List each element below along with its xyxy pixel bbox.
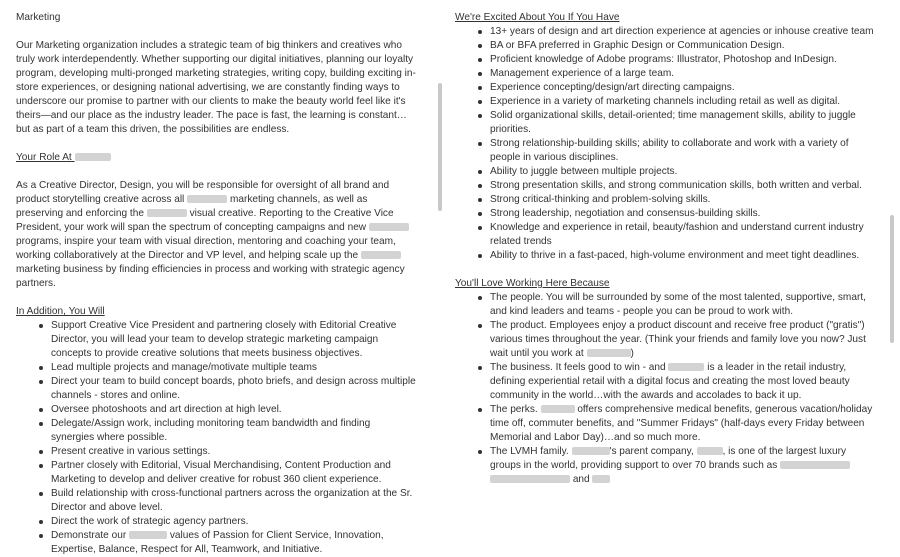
list-item: 13+ years of design and art direction experience at agencies or inhouse creative team — [490, 26, 874, 37]
list-item: The perks. offers comprehensive medical benefits, generous vacation/holiday time off, commuter benefits, and "Summer Fridays" (half-days every Friday between Memorial and Labor Day)…and so much more. — [490, 403, 875, 445]
role-heading: Your Role At — [16, 151, 416, 165]
redacted-brand — [780, 461, 850, 469]
list-item: Support Creative Vice President and partnering closely with Editorial Creative Director, you will lead your team to develop strategic marketing campaign concepts to provide creative solutions that meets business objectives. — [51, 319, 416, 361]
right-scrollbar[interactable] — [890, 215, 894, 343]
redacted-brand — [668, 363, 704, 371]
list-item: Strong leadership, negotiation and consensus-building skills. — [490, 207, 875, 221]
list-item: The product. Employees enjoy a product discount and receive free product ("gratis") various times throughout the year. (Think your friends and family love you now? Just wait until you work at ) — [490, 319, 875, 361]
list-item: Experience in a variety of marketing channels including retail as well as digital. — [490, 95, 875, 109]
redacted-brand — [541, 405, 575, 413]
list-item: Ability to thrive in a fast-paced, high-volume environment and meet tight deadlines. — [490, 249, 875, 263]
list-item: Experience concepting/design/art directing campaigns. — [490, 81, 875, 95]
list-item: The business. It feels good to win - and is a leader in the retail industry, defining experiential retail with a digital focus and creating the most loved beauty community in the world…with the awards and accolades to back it up. — [490, 361, 875, 403]
redacted-brand — [592, 475, 610, 483]
list-item: Strong relationship-building skills; ability to collaborate and work with a variety of people in various disciplines. — [490, 137, 875, 165]
redacted-brand — [572, 447, 610, 455]
list-item: Strong presentation skills, and strong communication skills, both written and verbal. — [490, 179, 875, 193]
list-item: Partner closely with Editorial, Visual Merchandising, Content Production and Marketing to develop and deliver creative for robust 360 client experience. — [51, 459, 416, 487]
addition-list — [16, 319, 416, 557]
redacted-brand — [147, 209, 187, 217]
excited-heading: We're Excited About You If You Have — [455, 12, 620, 23]
redacted-brand — [187, 195, 227, 203]
list-item: Ability to juggle between multiple projects. — [490, 165, 875, 179]
list-item: Demonstrate our values of Passion for Client Service, Innovation, Expertise, Balance, Respect for All, Teamwork, and Initiative. — [51, 529, 416, 557]
list-item: The people. You will be surrounded by some of the most talented, supportive, smart, and kind leaders and teams - people you can be proud to work with. — [490, 291, 875, 319]
list-item: Delegate/Assign work, including monitoring team bandwidth and finding synergies where possible. — [51, 417, 416, 445]
role-description: As a Creative Director, Design, you will be responsible for oversight of all brand and product storytelling creative across all marketing channels, as well as preserving and enforcing the visual creative. Reporting to the Creative Vice President, your work will span the spectrum of concepting campaigns and new programs, inspire your team with visual direction, mentoring and coaching your team, working collaboratively at the Director and VP level, and helping scale up the marketing business by finding efficiencies in process and working with strategic agency partners. — [16, 179, 416, 291]
list-item: The LVMH family. 's parent company, , is one of the largest luxury groups in the world, providing support to over 70 brands such as and — [490, 445, 875, 487]
redacted-brand — [587, 349, 631, 357]
list-item: Knowledge and experience in retail, beauty/fashion and understand current industry related trends — [490, 221, 875, 249]
list-item: Lead multiple projects and manage/motivate multiple teams — [51, 361, 416, 375]
excited-list — [455, 25, 875, 263]
list-item: BA or BFA preferred in Graphic Design or Communication Design. — [490, 39, 875, 53]
redacted-brand — [697, 447, 723, 455]
addition-heading: In Addition, You Will — [16, 306, 105, 317]
marketing-intro: Our Marketing organization includes a strategic team of big thinkers and creatives who truly work interdependently. Whether supporting our digital initiatives, planning our loyalty program, developing multi-pronged marketing strategies, writing copy, building exciting in-store experiences, or designing national advertising, we are constantly finding ways to underscore our promise to partner with our clients to make the beauty world feel like it's theirs—and our place as the industry leader. The pace is fast, the learning is constant…but as part of a team this driven, the possibilities are endless. — [16, 40, 416, 135]
list-item: Build relationship with cross-functional partners across the organization at the Sr. Director and above level. — [51, 487, 416, 515]
love-heading: You'll Love Working Here Because — [455, 278, 610, 289]
list-item: Strong critical-thinking and problem-solving skills. — [490, 193, 875, 207]
list-item: Direct the work of strategic agency partners. — [51, 515, 416, 529]
love-list — [455, 291, 875, 487]
list-item: Management experience of a large team. — [490, 67, 875, 81]
list-item: Present creative in various settings. — [51, 445, 416, 459]
redacted-brand — [490, 475, 570, 483]
list-item: Solid organizational skills, detail-oriented; time management skills, ability to juggle priorities. — [490, 109, 875, 137]
list-item: Proficient knowledge of Adobe programs: Illustrator, Photoshop and InDesign. — [490, 53, 875, 67]
left-column — [16, 0, 416, 557]
section-title: Marketing — [16, 12, 61, 23]
redacted-brand — [129, 531, 167, 539]
list-item: Oversee photoshoots and art direction at high level. — [51, 403, 416, 417]
redacted-brand — [369, 223, 409, 231]
redacted-brand — [361, 251, 401, 259]
left-scrollbar[interactable] — [438, 83, 442, 211]
right-column — [455, 0, 875, 487]
redacted-brand — [75, 153, 111, 161]
list-item: Direct your team to build concept boards, photo briefs, and design across multiple channels - stores and online. — [51, 376, 416, 401]
